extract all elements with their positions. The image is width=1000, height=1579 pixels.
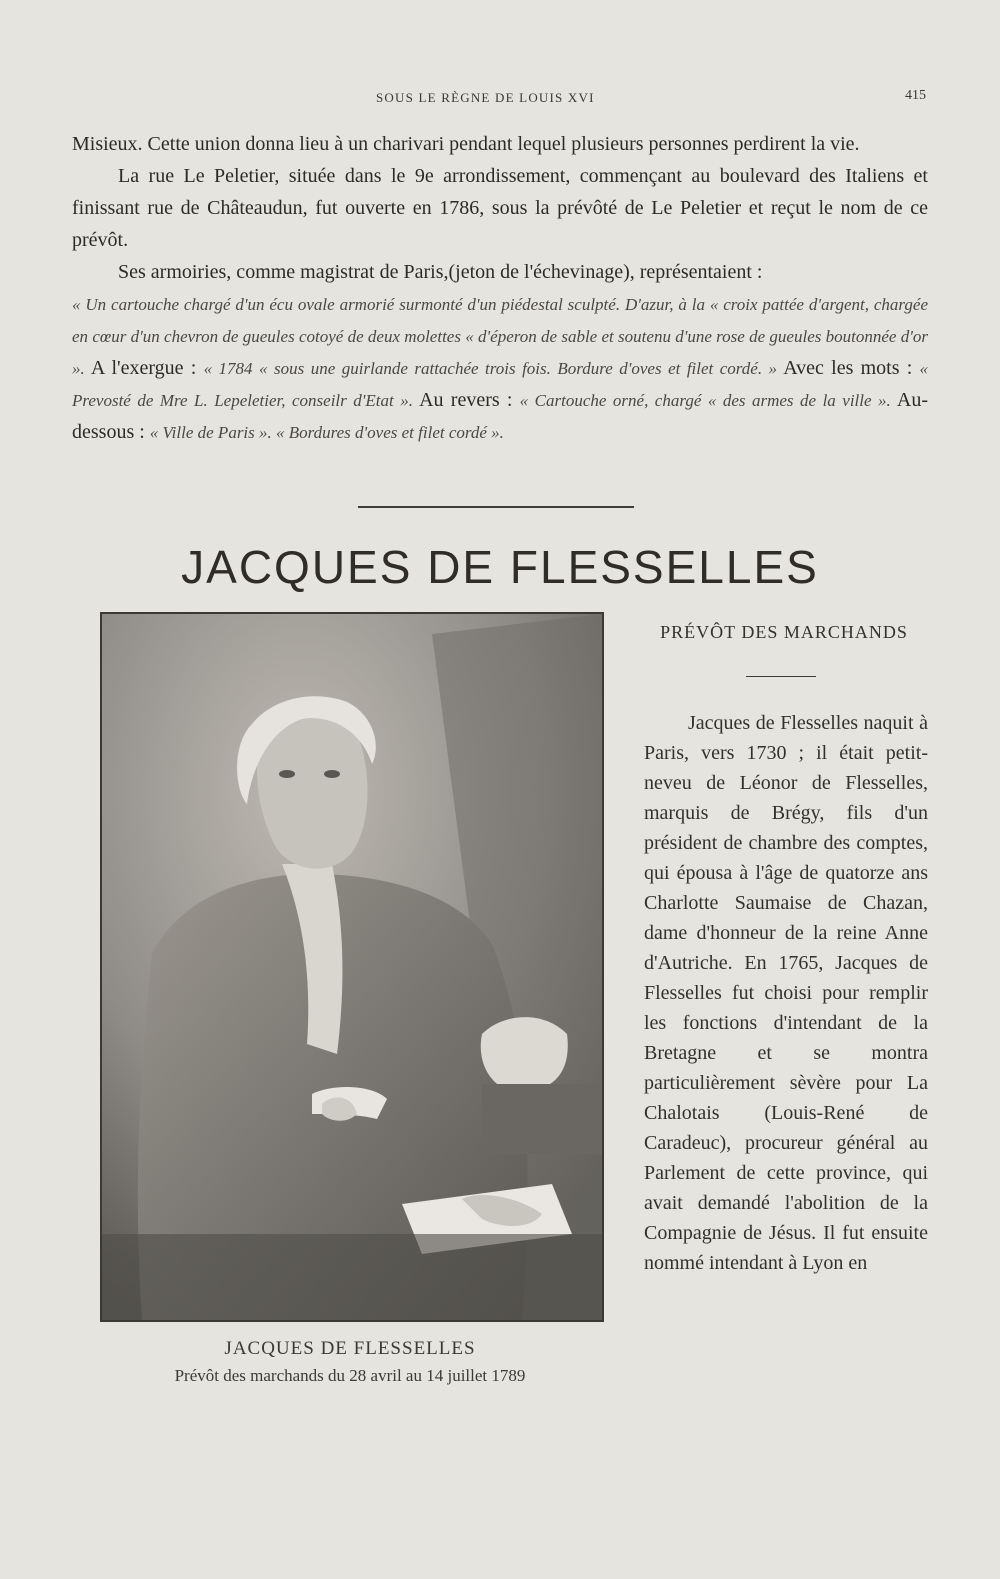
- quote-blazon: « Un cartouche chargé d'un écu ovale armorié surmonté d'un piédestal sculpté. D'azur, à la « croix pattée d'argent, chargée en cœur d'un chevron de gueules cotoyé de deux molettes « d'éperon de sable et soutenu d'une rose de gueules boutonnée d'or ».: [72, 295, 928, 378]
- paragraph-3: [72, 256, 928, 288]
- exergue-label: A l'exergue :: [84, 357, 204, 379]
- mots-label: Avec les mots :: [777, 357, 920, 379]
- dessous-label: Au-dessous :: [72, 389, 929, 443]
- quote-revers: « Cartouche orné, chargé « des armes de la ville ».: [519, 391, 891, 410]
- biography-text: Jacques de Flesselles naquit à Paris, vers 1730 ; il était petit-neveu de Léonor de Flesselles, marquis de Brégy, fils d'un président de chambre des comptes, qui épousa à l'âge de quatorze ans Charlotte Saumaise de Chazan, dame d'honneur de la reine Anne d'Autriche. En 1765, Jacques de Flesselles fut choisi pour remplir les fonctions d'intendant de la Bretagne et se montra particulièrement sèvère pour La Chalotais (Louis-René de Caradeuc), procureur général au Parlement de cette province, qui avait demandé l'abolition de la Compagnie de Jésus. Il fut ensuite nommé intendant à Lyon en: [644, 712, 928, 1274]
- running-title: SOUS LE RÈGNE DE LOUIS XVI: [376, 90, 595, 105]
- running-head: [0, 86, 1000, 110]
- paragraph-1: Misieux. Cette union donna lieu à un charivari pendant lequel plusieurs personnes perdirent la vie.: [72, 133, 860, 155]
- body-text: [72, 128, 928, 448]
- portrait-illustration: [102, 614, 602, 1320]
- paragraph-3-quotes: [72, 288, 928, 448]
- portrait-image: [100, 612, 604, 1322]
- paragraph-2: La rue Le Peletier, située dans le 9e arrondissement, commençant au boulevard des Italiens et finissant rue de Châteaudun, fut ouverte en 1786, sous la prévôté de Le Peletier et reçut le nom de ce prévôt.: [72, 165, 928, 251]
- section-subtitle: PRÉVÔT DES MARCHANDS: [660, 622, 908, 642]
- quote-exergue: « 1784 « sous une guirlande rattachée trois fois. Bordure d'oves et filet cordé. »: [203, 359, 778, 378]
- quote-dessous: « Ville de Paris ». « Bordures d'oves et filet cordé ».: [149, 423, 504, 442]
- subtitle-divider: [746, 676, 816, 677]
- portrait-caption-name: JACQUES DE FLESSELLES: [224, 1338, 476, 1359]
- quote-mots: « Prevosté de Mre L. Lepeletier, conseilr d'Etat ».: [72, 359, 929, 410]
- section-title: JACQUES DE FLESSELLES: [181, 541, 819, 593]
- portrait-caption-desc: Prévôt des marchands du 28 avril au 14 juillet 1789: [174, 1366, 526, 1385]
- page-number: 415: [905, 88, 926, 103]
- section-divider: [358, 506, 634, 508]
- paragraph-3-lead: Ses armoiries, comme magistrat de Paris,(jeton de l'échevinage), représentaient :: [118, 261, 763, 283]
- revers-label: Au revers :: [412, 389, 520, 411]
